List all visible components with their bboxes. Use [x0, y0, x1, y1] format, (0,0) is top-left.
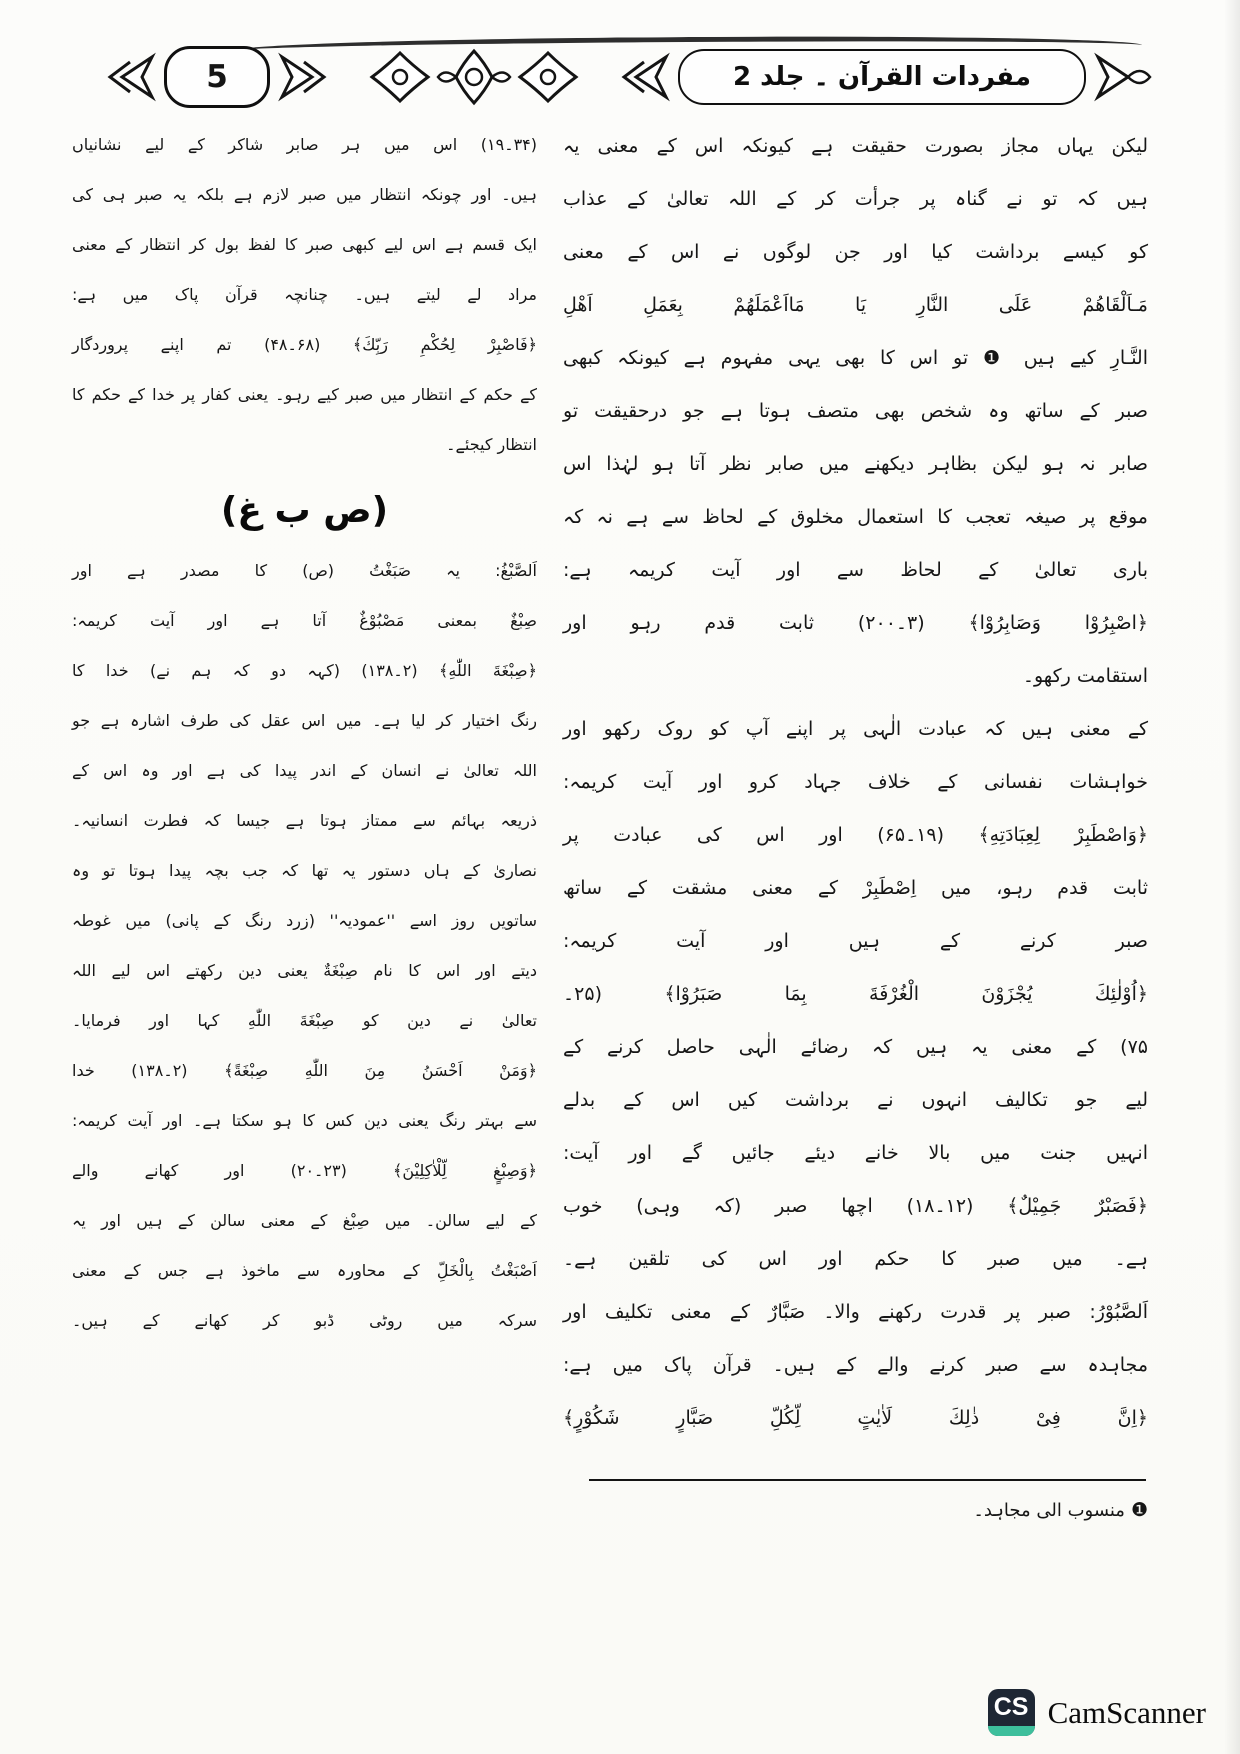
text-line: صبر کرنے کے ہیں اور آیت کریمہ: [563, 930, 1148, 952]
text-line: اَصْبَغْتُ بِالْخَلِّ کے محاورہ سے ماخوذ ہے جس کے معنی [72, 1261, 537, 1280]
text-line: کے لیے سالن۔ میں صِبْغ کے معنی سالن کے ہیں اور یہ [72, 1211, 537, 1230]
text-line: خواہشات نفسانی کے خلاف جہاد کرو اور آیت کریمہ: [563, 771, 1148, 793]
footnote [563, 1495, 1148, 1526]
text-columns [72, 120, 1148, 1526]
chevron-left-inner-ornament-icon [618, 49, 670, 105]
text-line: ساتویں روز اسے ''عمودیہ'' (زرد رنگ کے پانی) میں غوطہ [72, 911, 537, 930]
text-line: کو کیسے برداشت کیا اور جن لوگوں نے اس کے معنی [563, 241, 1148, 263]
text-line: انتظار کیجئے۔ [446, 435, 537, 454]
left-column-paragraph-2 [72, 546, 537, 1346]
text-line: ایک قسم ہے اس لیے کبھی صبر کا لفظ بول کر انتظار کے معنی [72, 235, 537, 254]
chevron-left-ornament-icon [104, 49, 156, 105]
text-line: ۷۵) کے معنی یہ ہیں کہ رضائے الٰہی حاصل کرنے کے [563, 1036, 1148, 1058]
section-heading-root-sbgh: (ص ب غ) [220, 490, 389, 531]
text-line: دیتے اور اس کا نام صِبْغَةٌ یعنی دین رکھتے اس لیے اللہ [72, 961, 537, 980]
footnote-divider [589, 1479, 1146, 1481]
text-line: النَّـارِ کیے ہیں ❶ تو اس کا بھی یہی مفہوم ہے کیونکہ کبھی [563, 347, 1148, 369]
camscanner-watermark [988, 1689, 1206, 1736]
text-line: ہے۔ میں صبر کا حکم اور اس کی تلقین ہے۔ [563, 1248, 1148, 1270]
text-line: ﴿وَمَنْ اَحْسَنُ مِنَ اللّٰهِ صِبْغَةً﴾ (۲۔۱۳۸) خدا [72, 1061, 538, 1080]
floral-medallion-ornament-icon [338, 48, 610, 106]
left-column-paragraph-1 [72, 120, 537, 470]
text-line: مراد لے لیتے ہیں۔ چنانچہ قرآن پاک میں ہے: [72, 285, 537, 304]
camscanner-logo-letters: CS [993, 1693, 1029, 1721]
page-header [104, 44, 1154, 110]
text-line: نصاریٰ کے ہاں دستور یہ تھا کہ جب بچہ پیدا ہوتا تو وہ [72, 861, 537, 880]
text-line: کے معنی ہیں کہ عبادت الٰہی پر اپنے آپ کو روک رکھو اور [563, 718, 1148, 740]
text-line: انہیں جنت میں بالا خانے دیئے جائیں گے اور آیت: [563, 1142, 1148, 1164]
book-title: مفردات القرآن ۔ جلد 2 [733, 62, 1031, 92]
book-title-cartouche [678, 49, 1086, 105]
text-line: ﴿فَاصْبِرْ لِحُكْمِ رَبِّكَ﴾ (۶۸۔۴۸) تم اپنے پروردگار [72, 335, 537, 354]
text-line: مَـاَلْقَاهُمْ عَلَی النَّارِ يَا مَااَعْمَلَهُمْ بِعَمَلِ اَهْلِ [563, 294, 1148, 316]
text-line: صابر نہ ہو لیکن بظاہر دیکھنے میں صابر نظر آتا ہو لہٰذا اس [563, 453, 1148, 475]
text-line: لیکن یہاں مجاز بصورت حقیقت ہے کیونکہ اس کے معنی یہ [563, 135, 1148, 157]
camscanner-logo-icon [988, 1689, 1035, 1736]
text-line: استقامت رکھو۔ [1022, 665, 1148, 687]
text-line: سرکہ میں روٹی ڈبو کر کھانے کے ہیں۔ [72, 1311, 537, 1330]
right-column-text [563, 120, 1148, 1445]
text-line: ﴿اُوْلٰئِكَ يُجْزَوْنَ الْغُرْفَةَ بِمَا صَبَرُوْا﴾ (۲۵۔ [563, 983, 1148, 1005]
text-line: باری تعالیٰ کے لحاظ سے اور آیت کریمہ ہے: [563, 559, 1148, 581]
page-number: 5 [206, 59, 228, 95]
text-line: مجاہدہ سے صبر کرنے والے کے ہیں۔ قرآن پاک میں ہے: [563, 1354, 1148, 1376]
text-line: ﴿فَصَبْرٌ جَمِيْلٌ﴾ (۱۲۔۱۸) اچھا صبر (کہ وہی) خوب [563, 1195, 1148, 1217]
text-line: (۳۴۔۱۹) اس میں ہر صابر شاکر کے لیے نشانیاں [72, 135, 537, 154]
right-column [563, 120, 1148, 1526]
text-line: ہیں کہ تو نے گناہ پر جرأت کر کے اللہ تعالیٰ کے عذاب [563, 188, 1148, 210]
text-line: تعالیٰ نے دین کو صِبْغَةَ اللّٰهِ کہا اور فرمایا۔ [72, 1011, 537, 1030]
footnote-marker-icon: ❶ [1130, 1499, 1148, 1521]
text-line: صبر کے ساتھ وہ شخص بھی متصف ہوتا ہے جو درحقیقت تو [563, 400, 1148, 422]
camscanner-label: CamScanner [1047, 1694, 1206, 1730]
text-line: اَلصَّبْغُ: یہ صَبَغْتُ (ص) کا مصدر ہے اور [72, 561, 537, 580]
footnote-text: منسوب الی مجاہد۔ [973, 1500, 1125, 1521]
text-line: سے بہتر رنگ یعنی دین کس کا ہو سکتا ہے۔ اور آیت کریمہ: [72, 1111, 537, 1130]
text-line: ﴿اِنَّ فِیْ ذٰلِكَ لَاٰیٰتٍ لِّكُلِّ صَبَّارٍ شَكُوْرٍ﴾ [563, 1407, 1148, 1429]
left-column [72, 120, 537, 1526]
text-line: موقع پر صیغہ تعجب کا استعمال مخلوق کے لحاظ سے ہے نہ کہ [563, 506, 1148, 528]
text-line: ﴿اصْبِرُوْا وَصَابِرُوْا﴾ (۳۔۲۰۰) ثابت قدم رہو اور [563, 612, 1148, 634]
text-line: اَلصَّبُوْرُ: صبر پر قدرت رکھنے والا۔ صَبَّارٌ کے معنی تکلیف اور [563, 1301, 1148, 1323]
text-line: ﴿وَاصْطَبِرْ لِعِبَادَتِهِ﴾ (۱۹۔۶۵) اور اس کی عبادت پر [563, 824, 1149, 846]
text-line: ہیں۔ اور چونکہ انتظار میں صبر لازم ہے بلکہ یہ صبر ہی کی [72, 185, 537, 204]
text-line: رنگ اختیار کر لیا ہے۔ میں اس عقل کی طرف اشارہ ہے جو [72, 711, 537, 730]
text-line: اللہ تعالیٰ نے انسان کے اندر پیدا کی ہے اور وہ اس کے [72, 761, 537, 780]
leaf-right-ornament-icon [1094, 49, 1154, 105]
text-line: ﴿صِبْغَةَ اللّٰهِ﴾ (۲۔۱۳۸) (کہہ دو کہ ہم نے) خدا کا [72, 661, 537, 680]
text-line: کے حکم کے انتظار میں صبر کیے رہو۔ یعنی کفار پر خدا کے حکم کا [72, 385, 537, 404]
text-line: ذریعہ بہائم سے ممتاز ہوتا ہے جیسا کہ فطرت انسانیہ۔ [72, 811, 537, 830]
text-line: ثابت قدم رہو، میں اِصْطَبِرْ کے معنی مشقت کے ساتھ [563, 877, 1148, 899]
chevron-right-ornament-icon [278, 49, 330, 105]
text-line: لیے جو تکالیف انہوں نے برداشت کیں اس کے بدلے [563, 1089, 1148, 1111]
page-number-badge [164, 46, 270, 108]
text-line: صِبْغٌ بمعنی مَصْبُوْغٌ آتا ہے اور آیت کریمہ: [72, 611, 537, 630]
text-line: ﴿وَصِبْغٍ لِّلْاٰكِلِيْنَ﴾ (۲۳۔۲۰) اور کھانے والے [72, 1161, 537, 1180]
